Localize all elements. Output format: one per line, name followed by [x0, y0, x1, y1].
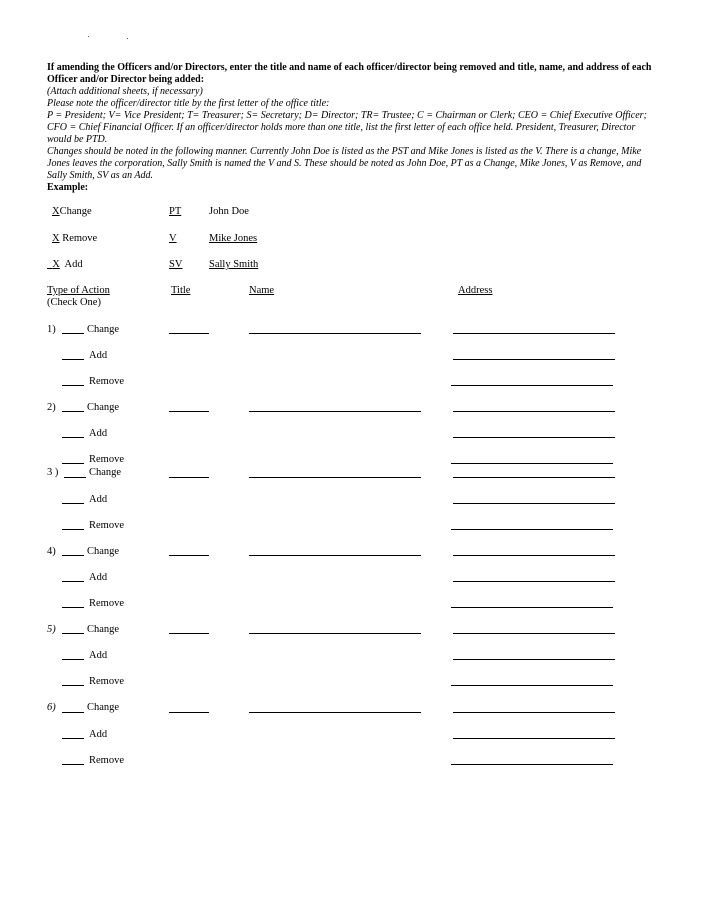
add-checkbox-line[interactable] [62, 359, 84, 360]
address-field[interactable] [453, 581, 615, 582]
title-field[interactable] [169, 333, 209, 334]
example-name: Sally Smith [209, 259, 259, 270]
example-action: Change [59, 206, 92, 217]
address-field[interactable] [451, 385, 613, 386]
example-action: Remove [62, 233, 98, 244]
example-name: John Doe [209, 206, 249, 217]
header-type-of-action: Type of Action [47, 285, 110, 296]
address-field[interactable] [453, 503, 615, 504]
address-field[interactable] [453, 437, 615, 438]
address-field[interactable] [451, 529, 613, 530]
remove-checkbox-line[interactable] [62, 385, 84, 386]
address-field[interactable] [453, 659, 615, 660]
change-checkbox-line[interactable] [62, 555, 84, 556]
header-title: Title [171, 285, 191, 296]
address-field[interactable] [453, 477, 615, 478]
changes-note: Changes should be noted in the following manner. Currently John Doe is listed as the PST and Mike Jones is listed as the V. There is a change, Mike Jones leaves the corporation, Sally Smith is named the V and S. These should be noted as John Doe, PT as a Change, Mike Jones, V as Remove, and Sally Smith, SV as an Add. [47, 146, 642, 181]
add-label: Add [89, 729, 108, 740]
entry-number: 2) [47, 402, 56, 413]
example-mark: X [52, 259, 60, 270]
example-row [47, 259, 83, 270]
title-field[interactable] [169, 477, 209, 478]
change-label: Change [89, 467, 122, 478]
example-mark: X [52, 206, 60, 217]
name-field[interactable] [249, 555, 421, 556]
remove-checkbox-line[interactable] [62, 764, 84, 765]
remove-label: Remove [89, 676, 124, 687]
header-address: Address [458, 285, 493, 296]
title-codes: P = President; V= Vice President; T= Treasurer; S= Secretary; D= Director; TR= Trustee; C = Chairman or Clerk; CEO = Chief Executive Officer; CFO = Chief Financial Officer. If an officer/director holds more than one title, list the first letter of each office held. President, Treasurer, Director would be PTD. [47, 110, 647, 145]
change-label: Change [87, 624, 120, 635]
name-field[interactable] [249, 411, 421, 412]
remove-label: Remove [89, 755, 124, 766]
add-checkbox-line[interactable] [62, 738, 84, 739]
example-action: Add [64, 259, 83, 270]
address-field[interactable] [453, 359, 615, 360]
remove-label: Remove [89, 520, 124, 531]
remove-checkbox-line[interactable] [62, 685, 84, 686]
add-checkbox-line[interactable] [62, 581, 84, 582]
title-field[interactable] [169, 712, 209, 713]
name-field[interactable] [249, 477, 421, 478]
remove-label: Remove [89, 454, 124, 465]
entry-number: 5) [47, 624, 56, 635]
name-field[interactable] [249, 712, 421, 713]
example-title: V [169, 233, 177, 244]
change-checkbox-line[interactable] [62, 712, 84, 713]
entry-number: 4) [47, 546, 56, 557]
add-checkbox-line[interactable] [62, 659, 84, 660]
address-field[interactable] [453, 738, 615, 739]
title-field[interactable] [169, 555, 209, 556]
add-checkbox-line[interactable] [62, 503, 84, 504]
entry-number: 1) [47, 324, 56, 335]
entry-number: 6) [47, 702, 56, 713]
add-label: Add [89, 428, 108, 439]
scan-speck [88, 36, 89, 37]
example-title: PT [169, 206, 182, 217]
change-label: Change [87, 702, 120, 713]
instructions-heading: If amending the Officers and/or Directors, enter the title and name of each officer/director being removed and title, name, and address of each Officer and/or Director being added: [47, 62, 652, 85]
scan-speck [127, 38, 128, 39]
example-row [52, 206, 92, 217]
add-label: Add [89, 650, 108, 661]
entry-number: 3 ) [47, 467, 59, 478]
header-name: Name [249, 285, 275, 296]
instructions-block [47, 62, 659, 194]
remove-checkbox-line[interactable] [62, 463, 84, 464]
title-note: Please note the officer/director title by the first letter of the office title: [47, 98, 330, 109]
title-field[interactable] [169, 633, 209, 634]
change-checkbox-line[interactable] [62, 411, 84, 412]
address-field[interactable] [453, 633, 615, 634]
address-field[interactable] [453, 411, 615, 412]
example-title: SV [169, 259, 183, 270]
change-checkbox-line[interactable] [64, 477, 86, 478]
address-field[interactable] [451, 607, 613, 608]
add-label: Add [89, 572, 108, 583]
address-field[interactable] [451, 463, 613, 464]
attach-note: (Attach additional sheets, if necessary) [47, 86, 203, 97]
change-checkbox-line[interactable] [62, 633, 84, 634]
add-label: Add [89, 494, 108, 505]
example-label: Example: [47, 182, 89, 193]
change-label: Change [87, 324, 120, 335]
remove-label: Remove [89, 598, 124, 609]
example-name: Mike Jones [209, 233, 258, 244]
address-field[interactable] [451, 685, 613, 686]
remove-checkbox-line[interactable] [62, 607, 84, 608]
example-mark: X [52, 233, 60, 244]
remove-label: Remove [89, 376, 124, 387]
remove-checkbox-line[interactable] [62, 529, 84, 530]
change-label: Change [87, 402, 120, 413]
title-field[interactable] [169, 411, 209, 412]
address-field[interactable] [453, 712, 615, 713]
add-checkbox-line[interactable] [62, 437, 84, 438]
address-field[interactable] [451, 764, 613, 765]
change-label: Change [87, 546, 120, 557]
name-field[interactable] [249, 333, 421, 334]
header-check-one: (Check One) [47, 297, 101, 308]
add-label: Add [89, 350, 108, 361]
example-row [52, 233, 97, 244]
address-field[interactable] [453, 555, 615, 556]
name-field[interactable] [249, 633, 421, 634]
change-checkbox-line[interactable] [62, 333, 84, 334]
address-field[interactable] [453, 333, 615, 334]
